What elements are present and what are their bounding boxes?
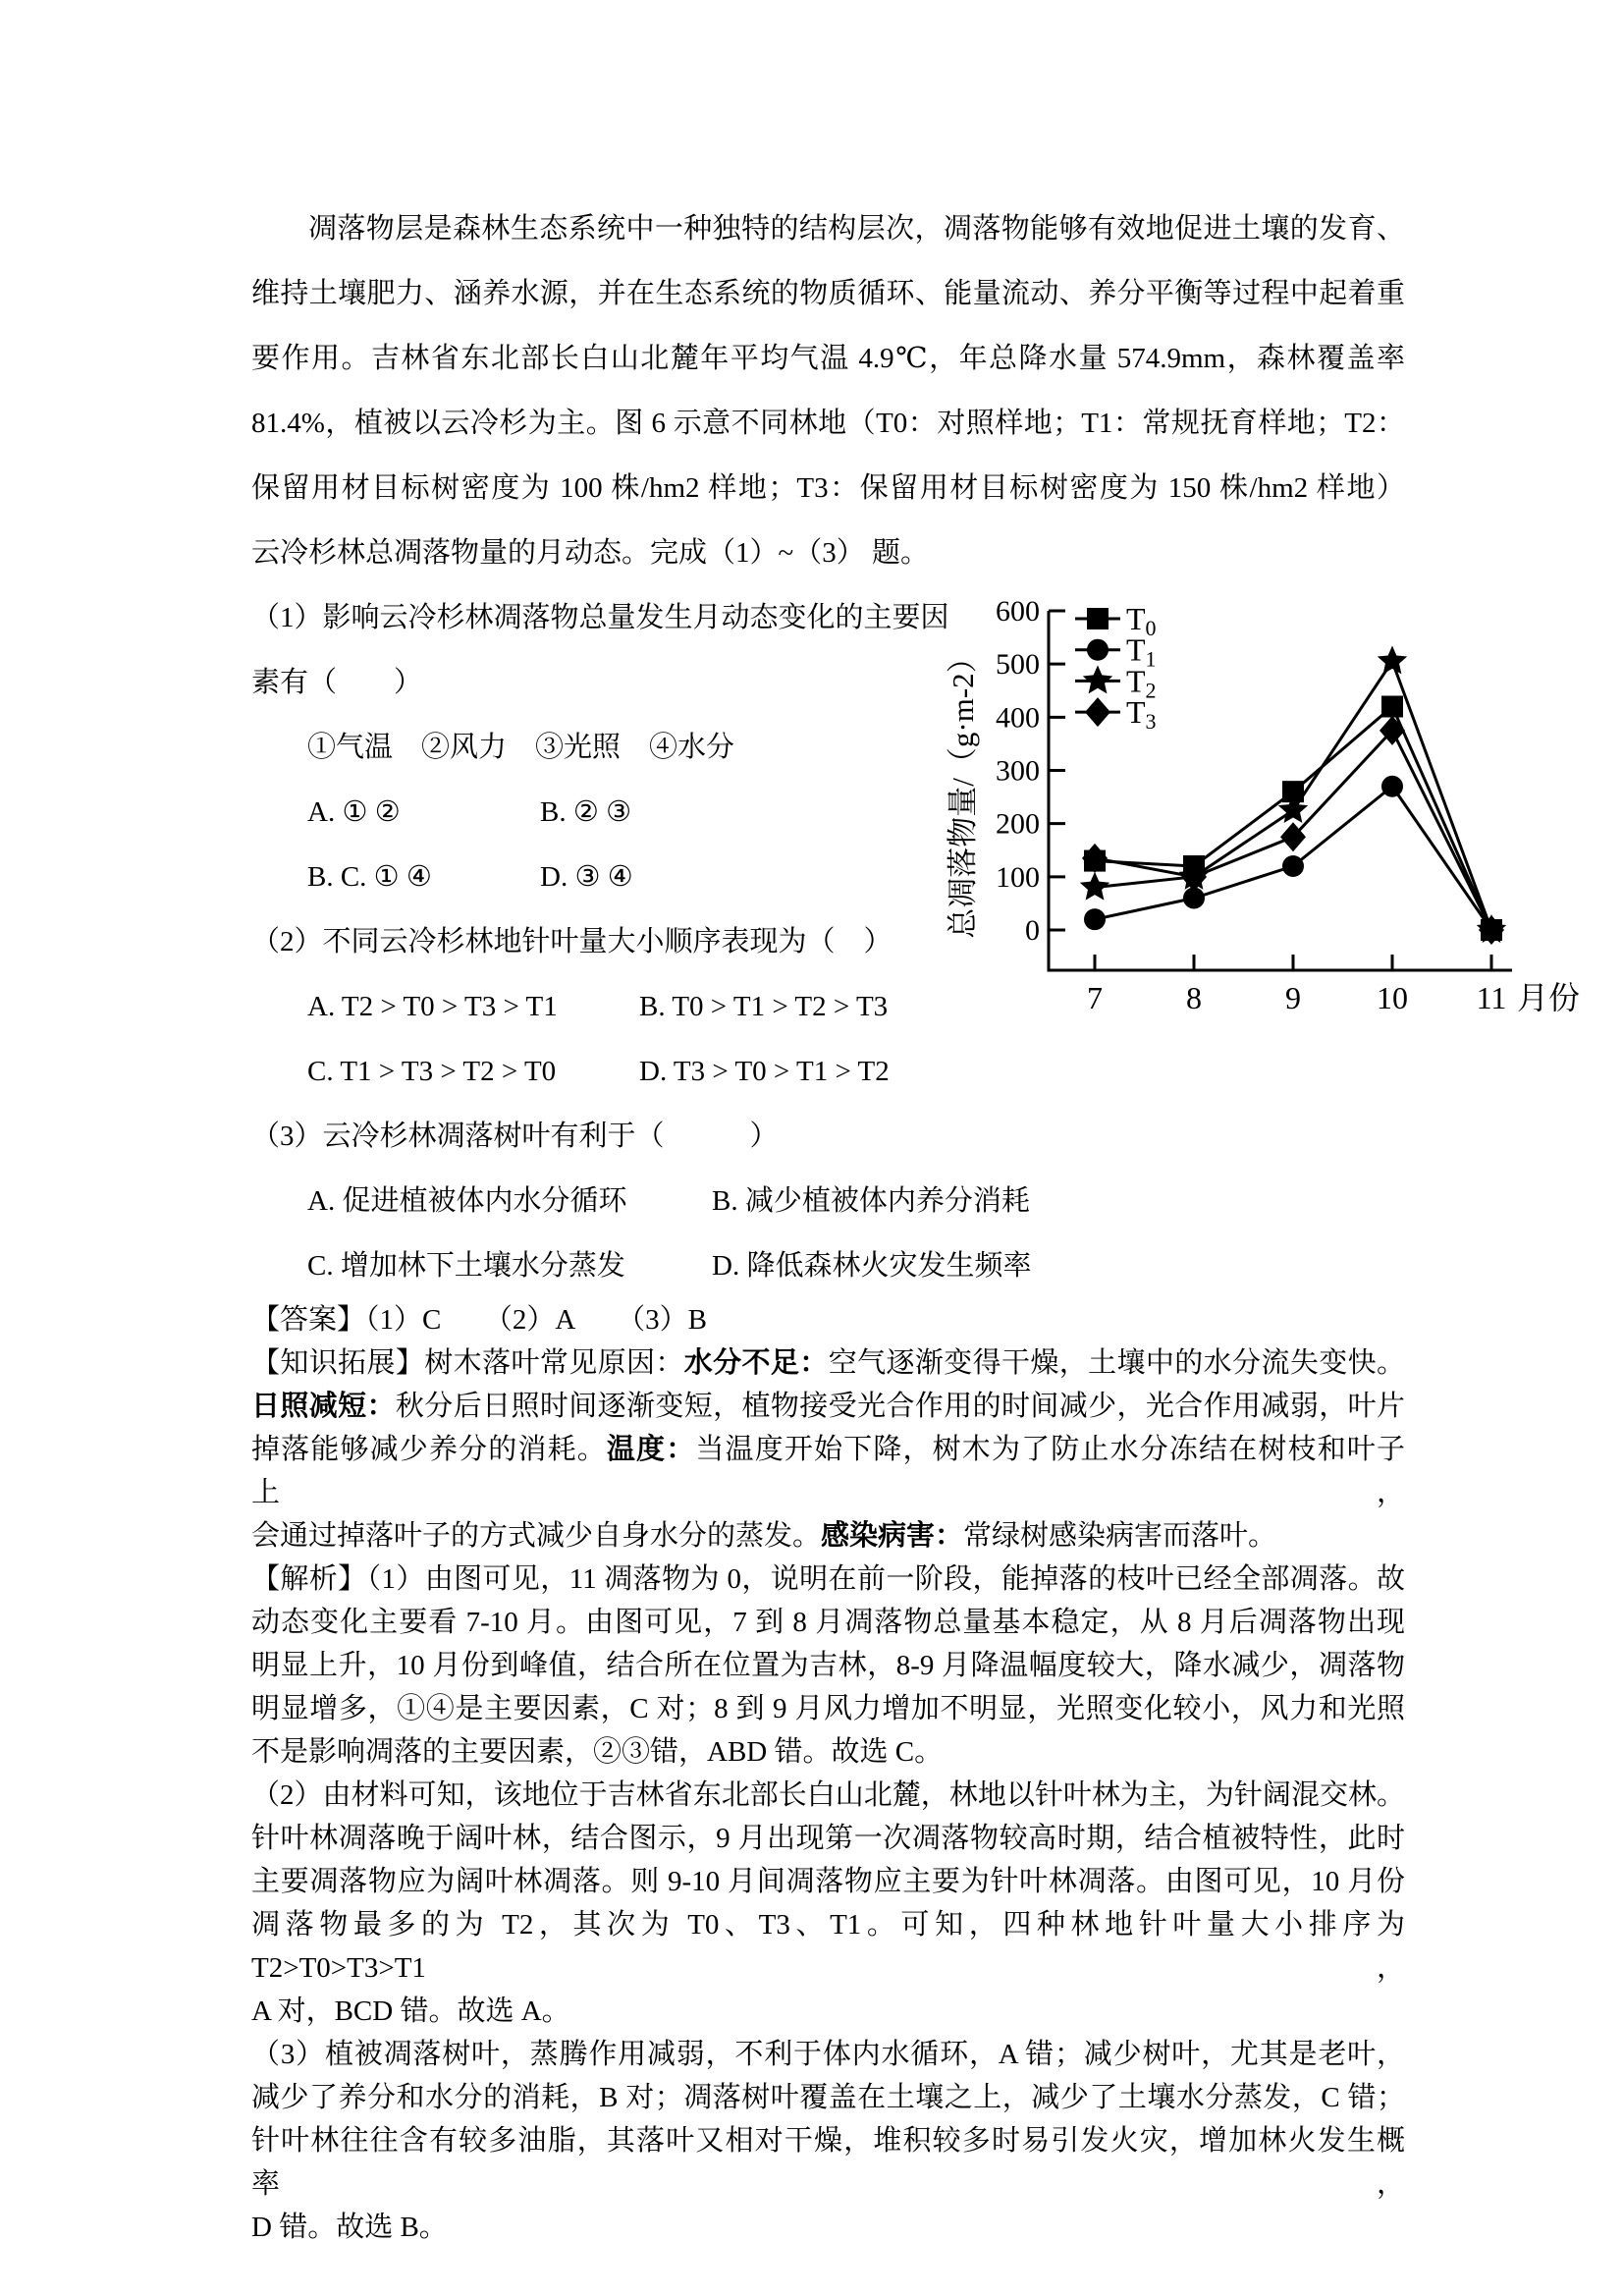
q1-option-d: D. ③ ④ [540,861,633,893]
x-tick-label: 8 [1186,980,1202,1015]
analysis-paragraph-2 [251,1774,1405,2033]
text-line [251,1341,1405,1385]
y-tick-label: 200 [996,807,1040,841]
q1-option-b: B. ② ③ [540,796,632,828]
legend-label-T3: T3 [1126,694,1157,735]
q2-option-row-2 [251,1039,1405,1104]
q3-option-a: A. 促进植被体内水分循环 [307,1185,627,1217]
text-line: 保留用材目标树密度为 100 株/hm2 样地；T3：保留用材目标树密度为 150 株/hm2 样地） [251,472,1405,504]
circle-marker [1084,908,1106,930]
legend-label-T2: T2 [1126,663,1157,703]
text-segment: 秋分后日照时间逐渐变短，植物接受光合作用的时间减少，光合作用减弱，叶片 [395,1391,1405,1422]
text-line: （3）植被凋落树叶，蒸腾作用减弱，不利于体内水循环，A 错；减少树叶，尤其是老叶， [251,2039,1405,2070]
text-segment: 会通过掉落叶子的方式减少自身水分的蒸发。 [251,1520,822,1552]
text-line: 动态变化主要看 7-10 月。由图可见，7 到 8 月凋落物总量基本稳定，从 8 月后凋落物出现 [251,1607,1405,1638]
y-axis-title: 总凋落物量/（g·m-2） [946,642,980,939]
text-line: 针叶林凋落晚于阔叶林，结合图示，9 月出现第一次凋落物较高时期，结合植被特性，此时 [251,1823,1405,1854]
q3-stem: （3）云冷杉林凋落树叶有利于（ ） [251,1121,779,1152]
diamond-marker [1085,697,1110,727]
text-line: 凋落物层是森林生态系统中一种独特的结构层次，凋落物能够有效地促进土壤的发育、 [308,213,1405,245]
text-line: 明显上升，10 月份到峰值，结合所在位置为吉林，8-9 月降温幅度较大，降水减少，凋落物 [251,1650,1405,1681]
q3-option-b: B. 减少植被体内养分消耗 [712,1185,1030,1217]
x-tick-label: 11 [1476,980,1507,1015]
bold-term: 感染病害： [821,1520,964,1552]
intro-paragraph [251,196,1405,585]
text-line: D 错。故选 B。 [251,2212,448,2243]
y-tick-label: 0 [1025,914,1040,947]
analysis-paragraph-1 [251,1558,1405,1774]
text-line: 不是影响凋落的主要因素，②③错，ABD 错。故选 C。 [251,1736,944,1768]
document-content [251,196,1405,2249]
series-T0-line [1095,706,1491,930]
y-tick-label: 600 [996,594,1040,628]
q2-option-c: C. T1 > T3 > T2 > T0 [307,1056,557,1087]
text-line [251,1385,1405,1428]
circle-marker [1282,855,1304,877]
text-line [251,1428,1405,1514]
star-marker [1080,872,1109,901]
star-marker [1378,645,1407,674]
x-tick-label: 9 [1285,980,1301,1015]
text-line: 云冷杉林总凋落物量的月动态。完成（1）~（3） 题。 [251,537,929,569]
x-tick-label: 10 [1377,980,1408,1015]
text-line: 81.4%，植被以云冷杉为主。图 6 示意不同林地（T0：对照样地；T1：常规抚育样地；T2： [251,408,1405,439]
litter-chart-svg [928,584,1605,1046]
text-line: A 对，BCD 错。故选 A。 [251,1995,570,2027]
q3-option-d: D. 降低森林火灾发生频率 [712,1250,1032,1282]
q2-option-b: B. T0 > T1 > T2 > T3 [639,991,889,1022]
answer-line: 【答案】（1）C （2）A （3）B [251,1304,708,1336]
y-tick-label: 300 [996,754,1040,788]
bold-term: 温度： [606,1434,696,1465]
text-segment: 当温度开始下降，树木为了防止水分冻结在树枝和叶子上， [251,1434,1405,1508]
y-tick-label: 100 [996,860,1040,894]
bold-term: 水分不足： [683,1347,829,1379]
question-3 [251,1104,1405,1298]
text-line: 减少了养分和水分的消耗，B 对；凋落树叶覆盖在土壤之上，减少了土壤水分蒸发，C 错； [251,2082,1405,2113]
text-line: 凋落物最多的为 T2，其次为 T0、T3、T1。可知，四种林地针叶量大小排序为 T2>T0>T3>T1， [251,1909,1405,1984]
x-axis-unit-label: 月份 [1517,980,1581,1015]
circle-marker [1087,639,1109,661]
knowledge-expansion [251,1341,1405,1558]
q2-stem: （2）不同云冷杉林地针叶量大小顺序表现为（ ） [251,926,893,957]
q1-option-a: A. ① ② [307,796,401,828]
y-tick-label: 400 [996,701,1040,735]
q2-option-a: A. T2 > T0 > T3 > T1 [307,991,558,1022]
analysis-paragraph-3 [251,2033,1405,2249]
q1-stem-line1: （1）影响云冷杉林凋落物总量发生月动态变化的主要因 [251,602,949,633]
q1-option-c: B. C. ① ④ [307,861,432,893]
text-line: 要作用。吉林省东北部长白山北麓年平均气温 4.9℃，年总降水量 574.9mm，森林覆盖率 [251,343,1405,374]
text-line: 维持土壤肥力、涵养水源，并在生态系统的物质循环、能量流动、养分平衡等过程中起着重 [251,278,1405,309]
y-tick-label: 500 [996,648,1040,682]
answer-section [251,1298,1405,2249]
text-line: 明显增多，①④是主要因素，C 对；8 到 9 月风力增加不明显，光照变化较小，风力和光照 [251,1693,1405,1724]
text-segment: 常绿树感染病害而落叶。 [963,1520,1277,1552]
q1-choices: ①气温 ②风力 ③光照 ④水分 [307,732,735,763]
figure6-litter-chart [928,584,1605,1046]
bold-term: 日照减短： [251,1391,396,1422]
legend-label-T0: T0 [1126,601,1157,640]
text-line: 主要凋落物应为阔叶林凋落。则 9-10 月间凋落物应主要为针叶林凋落。由图可见，10 月份 [251,1866,1405,1897]
q3-option-c: C. 增加林下土壤水分蒸发 [307,1250,625,1282]
q1-stem-line2: 素有（ ） [251,667,423,698]
legend-label-T1: T1 [1126,631,1157,672]
text-segment: 【知识拓展】树木落叶常见原因： [251,1347,684,1379]
q3-option-row-2 [251,1233,1405,1298]
square-marker [1381,695,1403,717]
text-line [251,1514,1405,1558]
circle-marker [1381,776,1403,797]
q2-option-d: D. T3 > T0 > T1 > T2 [639,1056,890,1087]
star-marker [1083,665,1112,693]
text-segment: 掉落能够减少养分的消耗。 [251,1434,607,1465]
text-segment: 空气逐渐变得干燥，土壤中的水分流失变快。 [828,1347,1405,1379]
text-line: 【解析】（1）由图可见，11 凋落物为 0，说明在前一阶段，能掉落的枝叶已经全部凋落。故 [251,1563,1405,1595]
text-line: 针叶林往往含有较多油脂，其落叶又相对干燥，堆积较多时易引发火灾，增加林火发生概率， [251,2125,1405,2200]
square-marker [1087,608,1109,629]
text-line: （2）由材料可知，该地位于吉林省东北部长白山北麓，林地以针叶林为主，为针阔混交林。 [251,1779,1405,1811]
x-tick-label: 7 [1087,980,1103,1015]
q3-option-row-1 [251,1169,1405,1233]
